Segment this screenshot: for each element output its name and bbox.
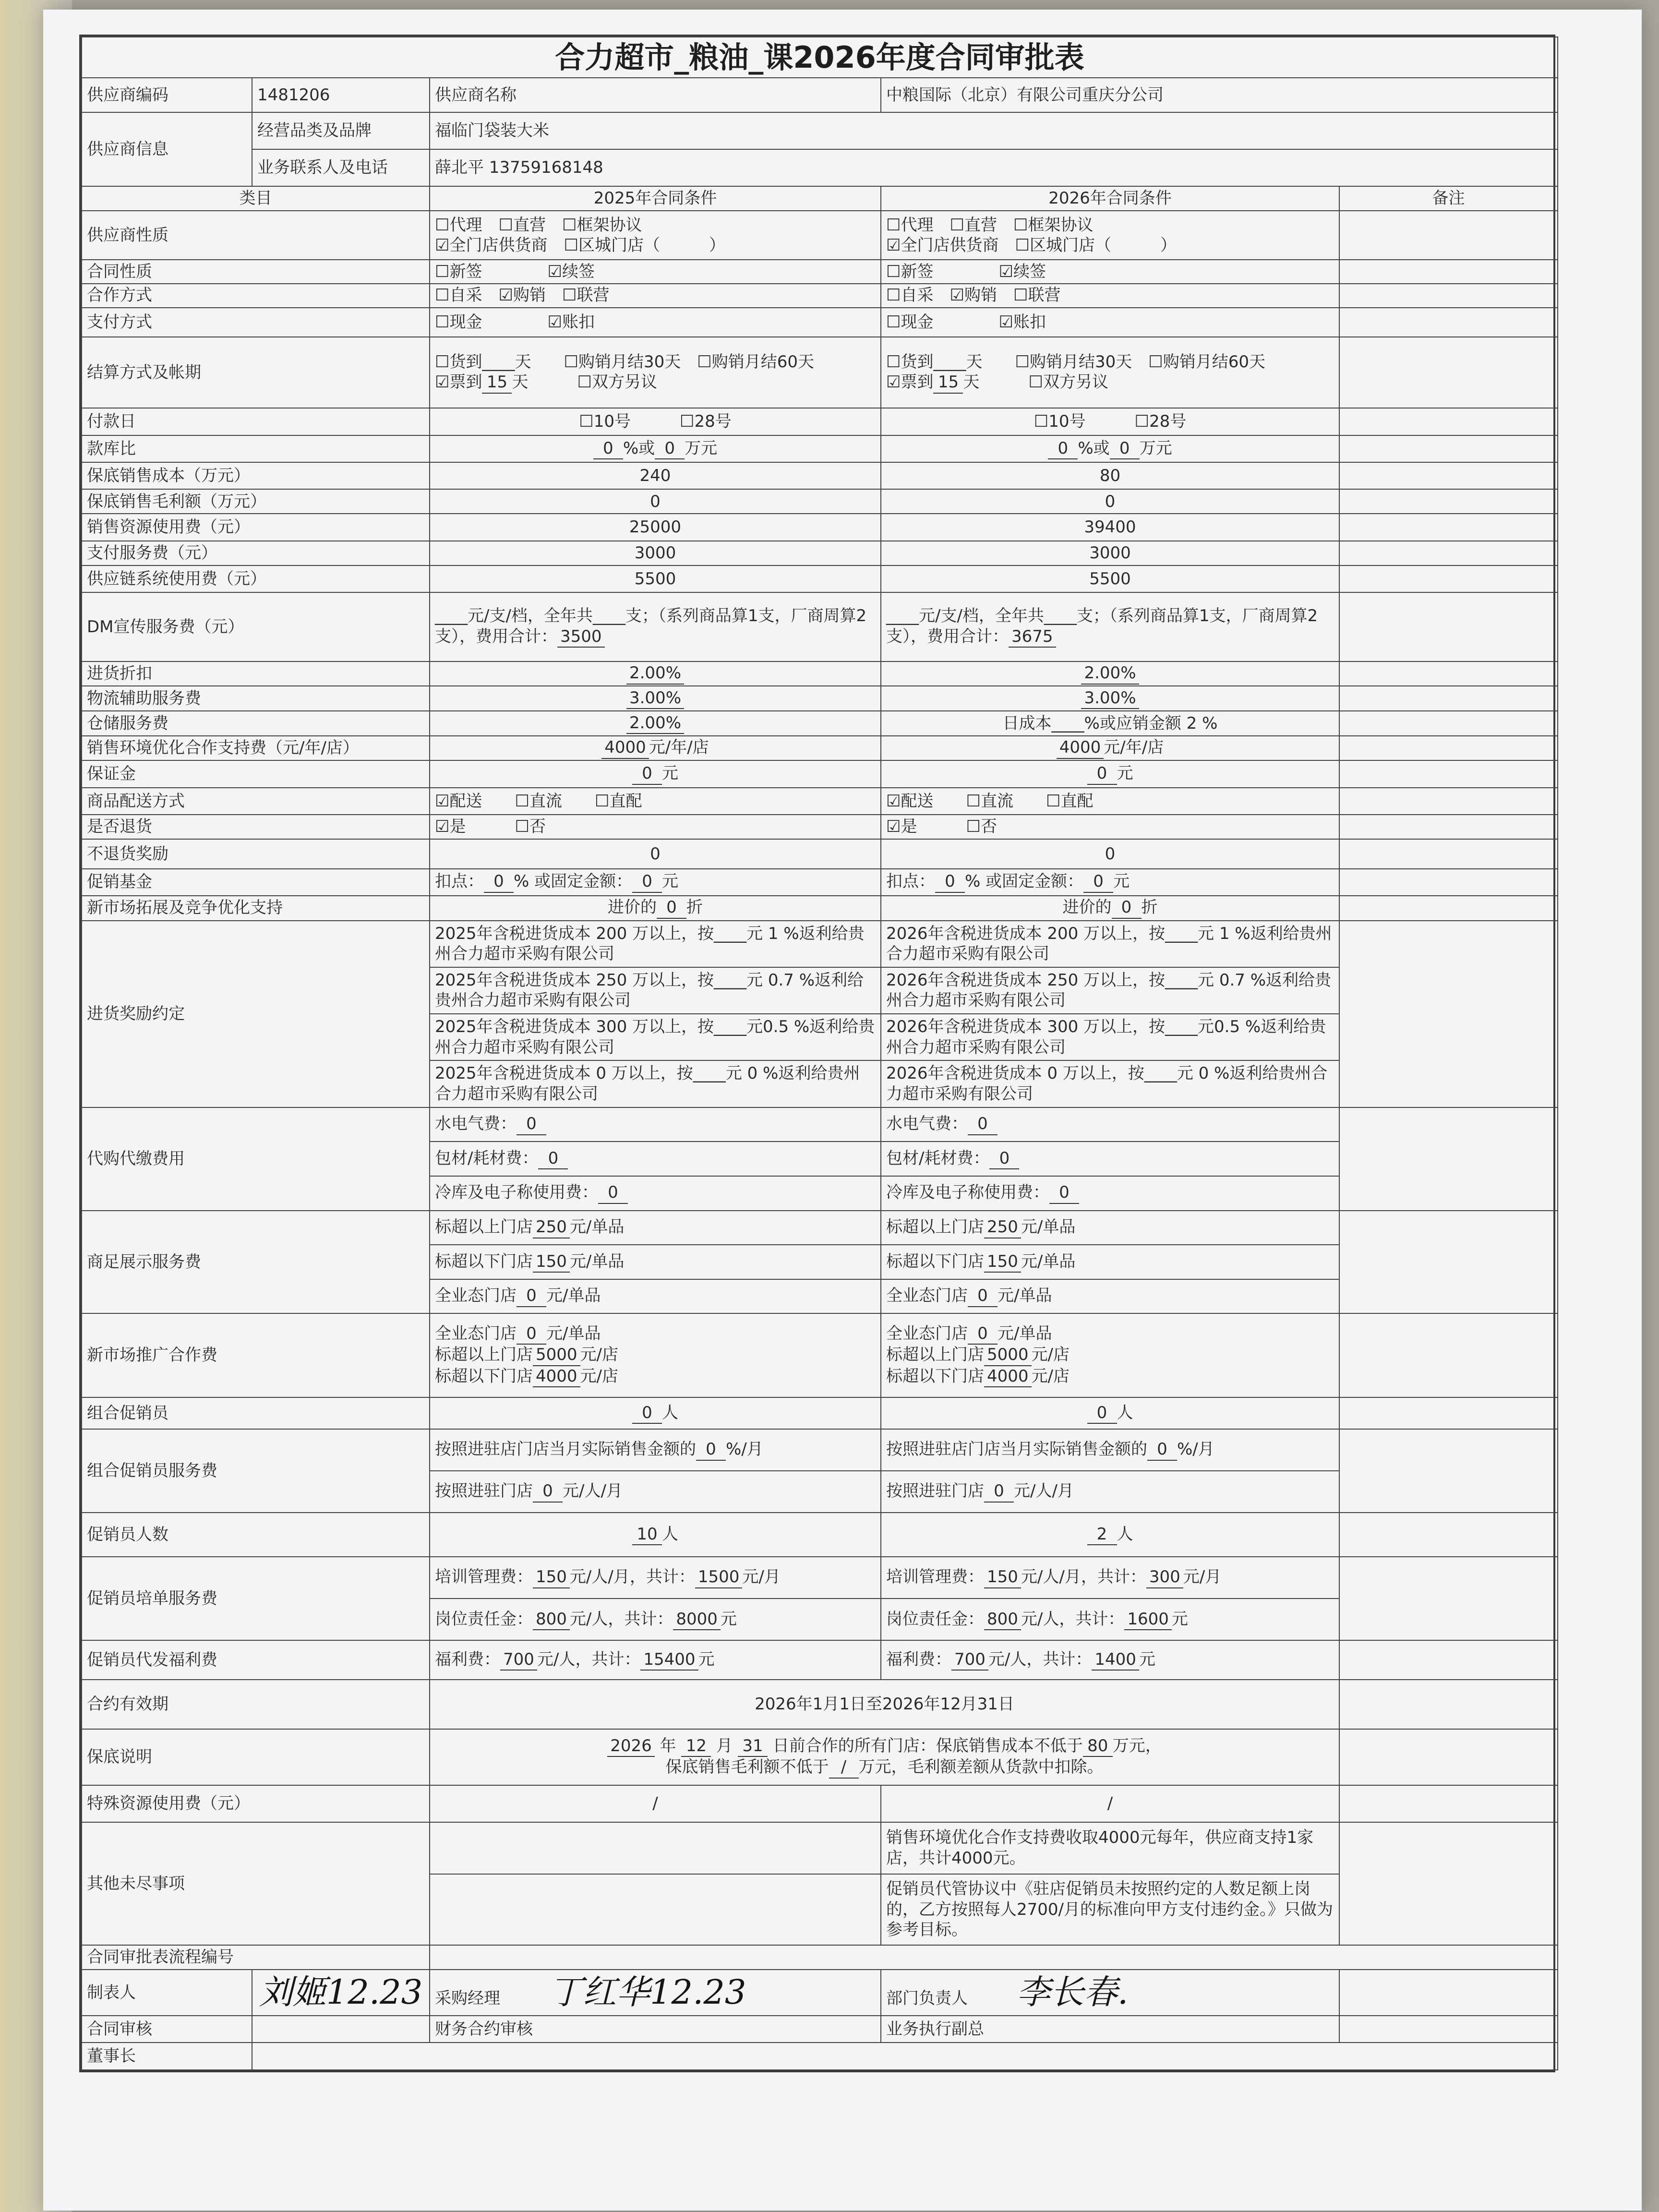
- coop-type-2026: ☐自采 ☑购销 ☐联营: [881, 284, 1339, 308]
- combo-staff-2026: 0 人: [881, 1397, 1339, 1430]
- other-note-1: 销售环境优化合作支持费收取4000元每年，供应商支持1家店，共计4000元。: [881, 1822, 1339, 1874]
- proxy-pack-2025: 包材/耗材费： 0: [430, 1142, 881, 1176]
- rebate-2025-row: 2025年含税进货成本 250 万以上，按____元 0.7 %返利给贵州合力超市采购有限公司: [430, 967, 881, 1014]
- training-deposit-2025: 岗位责任金： 800 元/人，共计： 8000 元: [430, 1599, 881, 1640]
- logistics-2026: 3.00%: [881, 686, 1339, 711]
- validity-label: 合约有效期: [82, 1680, 430, 1729]
- no-return-label: 不退货奖励: [82, 839, 430, 868]
- promo-coop-2026: 全业态门店 0 元/单品 标超以上门店 5000 元/店 标超以下门店 4000 元/店: [881, 1313, 1339, 1397]
- display-above-2026: 标超以上门店 250 元/单品: [881, 1211, 1339, 1245]
- logistics-label: 物流辅助服务费: [82, 686, 430, 711]
- env-support-label: 销售环境优化合作支持费（元/年/店）: [82, 736, 430, 761]
- proxy-cold-2025: 冷库及电子称使用费： 0: [430, 1176, 881, 1211]
- delivery-2026: ☑配送 ☐直流 ☐直配: [881, 788, 1339, 815]
- deposit-2025: 0 元: [430, 760, 881, 787]
- supply-chain-label: 供应链系统使用费（元）: [82, 565, 430, 592]
- col-header-category: 类目: [82, 186, 430, 211]
- combo-staff-label: 组合促销员: [82, 1397, 430, 1430]
- special-fee-label: 特殊资源使用费（元）: [82, 1785, 430, 1822]
- min-margin-label: 保底销售毛利额（万元）: [82, 489, 430, 514]
- deposit-label: 保证金: [82, 760, 430, 787]
- new-market-2026: 进价的 0 折: [881, 896, 1339, 921]
- combo-service-label: 组合促销员服务费: [82, 1429, 430, 1513]
- supply-chain-2025: 5500: [430, 565, 881, 592]
- supplier-info-label: 供应商信息: [82, 112, 252, 186]
- promo-count-2026: 2 人: [881, 1513, 1339, 1557]
- display-all-2025: 全业态门店 0 元/单品: [430, 1279, 881, 1314]
- other-note-2: 促销员代管协议中《驻店促销员未按照约定的人数足额上岗的，乙方按照每人2700/月的标准向甲方支付违约金。》只做为参考目标。: [881, 1874, 1339, 1945]
- resource-fee-label: 销售资源使用费（元）: [82, 514, 430, 541]
- pay-type-label: 支付方式: [82, 308, 430, 337]
- display-below-2025: 标超以下门店 150 元/单品: [430, 1245, 881, 1279]
- combo-service-person-2026: 按照进驻门店 0 元/人/月: [881, 1471, 1339, 1513]
- purchase-manager-cell: 采购经理 丁红华12.23: [430, 1970, 881, 2016]
- dm-2025: ____元/支/档，全年共____支；（系列商品算1支，厂商周算2支），费用合计： 3500: [430, 592, 881, 661]
- promo-coop-label: 新市场推广合作费: [82, 1313, 430, 1397]
- category-value: 福临门袋装大米: [430, 112, 1558, 149]
- return-2025: ☑是 ☐否: [430, 815, 881, 839]
- contract-type-2025: ☐新签 ☑续签: [430, 260, 881, 284]
- rebate-2025-row: 2025年含税进货成本 200 万以上，按____元 1 %返利给贵州合力超市采购有限公司: [430, 921, 881, 967]
- welfare-label: 促销员代发福利费: [82, 1640, 430, 1680]
- coop-type-label: 合作方式: [82, 284, 430, 308]
- storage-label: 仓储服务费: [82, 711, 430, 736]
- contact-value: 薛北平 13759168148: [430, 149, 1558, 186]
- rebate-2026-row: 2026年含税进货成本 250 万以上，按____元 0.7 %返利给贵州合力超市采购有限公司: [881, 967, 1339, 1014]
- promo-fund-label: 促销基金: [82, 869, 430, 896]
- col-header-2026: 2026年合同条件: [881, 186, 1339, 211]
- flow-number-label: 合同审批表流程编号: [82, 1945, 430, 1970]
- rebate-2026-row: 2026年含税进货成本 300 万以上，按____元0.5 %返利给贵州合力超市采购有限公司: [881, 1014, 1339, 1060]
- training-label: 促销员培单服务费: [82, 1557, 430, 1640]
- new-market-label: 新市场拓展及竞争优化支持: [82, 896, 430, 921]
- rebate-label: 进货奖励约定: [82, 921, 430, 1107]
- contact-label: 业务联系人及电话: [252, 149, 430, 186]
- promo-fund-2025: 扣点： 0 % 或固定金额： 0 元: [430, 869, 881, 896]
- resource-fee-2025: 25000: [430, 514, 881, 541]
- display-fee-label: 商足展示服务费: [82, 1211, 430, 1314]
- promo-count-2025: 10 人: [430, 1513, 881, 1557]
- nature-2025: ☐代理 ☐直营 ☐框架协议 ☑全门店供货商 ☐区城门店（ ）: [430, 211, 881, 260]
- contract-type-2026: ☐新签 ☑续签: [881, 260, 1339, 284]
- stock-ratio-2026: 0 %或 0 万元: [881, 435, 1339, 462]
- proxy-pack-2026: 包材/耗材费： 0: [881, 1142, 1339, 1176]
- min-margin-2026: 0: [881, 489, 1339, 514]
- other-label: 其他未尽事项: [82, 1822, 430, 1945]
- env-support-2025: 4000 元/年/店: [430, 736, 881, 761]
- pay-day-label: 付款日: [82, 408, 430, 435]
- purchase-discount-2025: 2.00%: [430, 661, 881, 686]
- purchase-discount-2026: 2.00%: [881, 661, 1339, 686]
- chairman-label: 董事长: [82, 2043, 252, 2070]
- display-above-2025: 标超以上门店 250 元/单品: [430, 1211, 881, 1245]
- welfare-2025: 福利费： 700 元/人，共计： 15400 元: [430, 1640, 881, 1680]
- combo-service-sales-2025: 按照进驻店门店当月实际销售金额的 0 %/月: [430, 1429, 881, 1471]
- proxy-water-2025: 水电气费： 0: [430, 1107, 881, 1142]
- approval-table: [81, 36, 1558, 2070]
- payment-service-2025: 3000: [430, 541, 881, 565]
- supplier-code-label: 供应商编码: [82, 78, 252, 112]
- rebate-2026-row: 2026年含税进货成本 0 万以上，按____元 0 %返利给贵州合力超市采购有限公司: [881, 1060, 1339, 1107]
- min-cost-2025: 240: [430, 462, 881, 489]
- pay-type-2026: ☐现金 ☑账扣: [881, 308, 1339, 337]
- supplier-name: 中粮国际（北京）有限公司重庆分公司: [881, 78, 1558, 112]
- category-label: 经营品类及品牌: [252, 112, 430, 149]
- nature-2026: ☐代理 ☐直营 ☐框架协议 ☑全门店供货商 ☐区城门店（ ）: [881, 211, 1339, 260]
- rebate-2025-row: 2025年含税进货成本 300 万以上，按____元0.5 %返利给贵州合力超市采购有限公司: [430, 1014, 881, 1060]
- purchase-discount-label: 进货折扣: [82, 661, 430, 686]
- payment-service-2026: 3000: [881, 541, 1339, 565]
- rebate-2025-row: 2025年含税进货成本 0 万以上，按____元 0 %返利给贵州合力超市采购有限公司: [430, 1060, 881, 1107]
- form-title: 合力超市_粮油_课2026年度合同审批表: [82, 37, 1558, 78]
- min-cost-2026: 80: [881, 462, 1339, 489]
- col-header-2025: 2025年合同条件: [430, 186, 881, 211]
- dept-head-cell: 部门负责人 李长春.: [881, 1970, 1339, 2016]
- approval-form: [79, 35, 1555, 2072]
- combo-service-person-2025: 按照进驻门店 0 元/人/月: [430, 1471, 881, 1513]
- display-below-2026: 标超以下门店 150 元/单品: [881, 1245, 1339, 1279]
- supplier-code: 1481206: [252, 78, 430, 112]
- nature-label: 供应商性质: [82, 211, 430, 260]
- resource-fee-2026: 39400: [881, 514, 1339, 541]
- pay-day-2025: ☐10号 ☐28号: [430, 408, 881, 435]
- supply-chain-2026: 5500: [881, 565, 1339, 592]
- dm-2026: ____元/支/档，全年共____支；（系列商品算1支，厂商周算2支），费用合计： 3675: [881, 592, 1339, 661]
- training-deposit-2026: 岗位责任金： 800 元/人，共计： 1600 元: [881, 1599, 1339, 1640]
- no-return-2025: 0: [430, 839, 881, 868]
- return-label: 是否退货: [82, 815, 430, 839]
- new-market-2025: 进价的 0 折: [430, 896, 881, 921]
- stock-ratio-2025: 0 %或 0 万元: [430, 435, 881, 462]
- remark-cell: [1339, 211, 1558, 260]
- proxy-cold-2026: 冷库及电子称使用费： 0: [881, 1176, 1339, 1211]
- logistics-2025: 3.00%: [430, 686, 881, 711]
- promo-fund-2026: 扣点： 0 % 或固定金额： 0 元: [881, 869, 1339, 896]
- min-cost-label: 保底销售成本（万元）: [82, 462, 430, 489]
- settlement-2025: ☐货到____天 ☐购销月结30天 ☐购销月结60天 ☑票到 15 天 ☐双方另议: [430, 337, 881, 408]
- training-mgmt-2026: 培训管理费： 150 元/人/月，共计： 300 元/月: [881, 1557, 1339, 1599]
- maker-label: 制表人: [82, 1970, 252, 2016]
- settlement-2026: ☐货到____天 ☐购销月结30天 ☐购销月结60天 ☑票到 15 天 ☐双方另议: [881, 337, 1339, 408]
- welfare-2026: 福利费： 700 元/人，共计： 1400 元: [881, 1640, 1339, 1680]
- training-mgmt-2025: 培训管理费： 150 元/人/月，共计： 1500 元/月: [430, 1557, 881, 1599]
- proxy-fee-label: 代购代缴费用: [82, 1107, 430, 1211]
- special-fee-2025: /: [430, 1785, 881, 1822]
- no-return-2026: 0: [881, 839, 1339, 868]
- guarantee-value: 2026 年 12 月 31 日前合作的所有门店：保底销售成本不低于 80 万元， 保底销售毛利额不低于 / 万元，毛利额差额从货款中扣除。: [430, 1729, 1339, 1786]
- min-margin-2025: 0: [430, 489, 881, 514]
- combo-staff-2025: 0 人: [430, 1397, 881, 1430]
- review-label: 合同审核: [82, 2016, 252, 2043]
- exec-vp-label: 业务执行副总: [881, 2016, 1339, 2043]
- promo-count-label: 促销员人数: [82, 1513, 430, 1557]
- deposit-2026: 0 元: [881, 760, 1339, 787]
- proxy-water-2026: 水电气费： 0: [881, 1107, 1339, 1142]
- env-support-2026: 4000 元/年/店: [881, 736, 1339, 761]
- contract-type-label: 合同性质: [82, 260, 430, 284]
- return-2026: ☑是 ☐否: [881, 815, 1339, 839]
- pay-type-2025: ☐现金 ☑账扣: [430, 308, 881, 337]
- delivery-label: 商品配送方式: [82, 788, 430, 815]
- display-all-2026: 全业态门店 0 元/单品: [881, 1279, 1339, 1314]
- promo-coop-2025: 全业态门店 0 元/单品 标超以上门店 5000 元/店 标超以下门店 4000 元/店: [430, 1313, 881, 1397]
- supplier-name-label: 供应商名称: [430, 78, 881, 112]
- finance-review-label: 财务合约审核: [430, 2016, 881, 2043]
- rebate-2026-row: 2026年含税进货成本 200 万以上，按____元 1 %返利给贵州合力超市采购有限公司: [881, 921, 1339, 967]
- dm-label: DM宣传服务费（元）: [82, 592, 430, 661]
- delivery-2025: ☑配送 ☐直流 ☐直配: [430, 788, 881, 815]
- combo-service-sales-2026: 按照进驻店门店当月实际销售金额的 0 %/月: [881, 1429, 1339, 1471]
- payment-service-label: 支付服务费（元）: [82, 541, 430, 565]
- stock-ratio-label: 款库比: [82, 435, 430, 462]
- col-header-remark: 备注: [1339, 186, 1558, 211]
- settlement-label: 结算方式及帐期: [82, 337, 430, 408]
- guarantee-label: 保底说明: [82, 1729, 430, 1786]
- maker-signature: 刘姬12.23: [252, 1970, 430, 2016]
- coop-type-2025: ☐自采 ☑购销 ☐联营: [430, 284, 881, 308]
- storage-2026: 日成本____%或应销金额 2 %: [881, 711, 1339, 736]
- storage-2025: 2.00%: [430, 711, 881, 736]
- special-fee-2026: /: [881, 1785, 1339, 1822]
- validity-value: 2026年1月1日至2026年12月31日: [430, 1680, 1339, 1729]
- pay-day-2026: ☐10号 ☐28号: [881, 408, 1339, 435]
